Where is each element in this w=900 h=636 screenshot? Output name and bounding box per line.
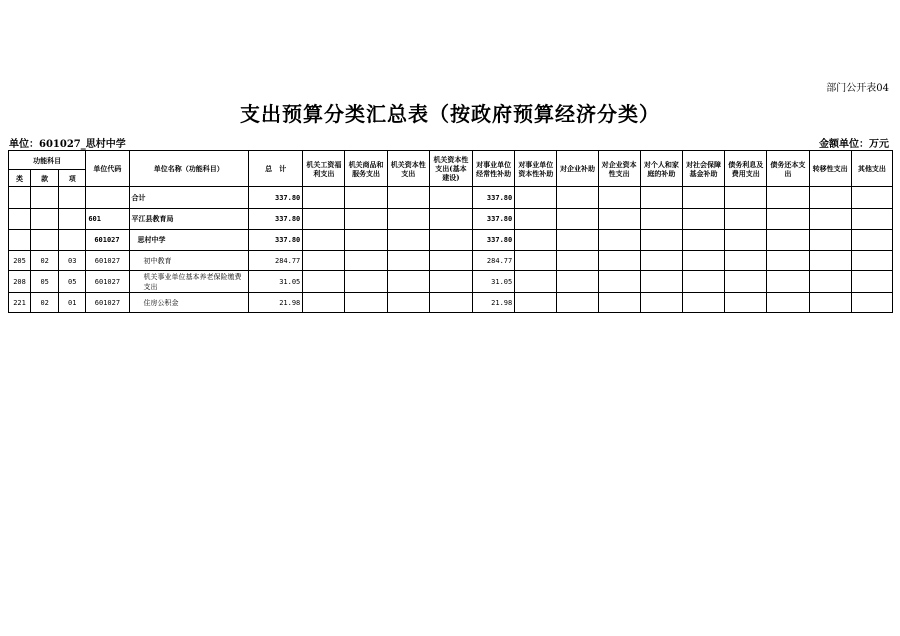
header-econ: 其他支出 bbox=[851, 151, 892, 187]
cell-econ-value: 337.80 bbox=[473, 187, 515, 209]
header-econ: 对事业单位资本性补助 bbox=[515, 151, 557, 187]
cell-econ-value bbox=[682, 271, 724, 293]
cell-econ-value bbox=[767, 187, 809, 209]
header-total: 总 计 bbox=[249, 151, 303, 187]
cell-econ-value bbox=[809, 293, 851, 313]
table-row bbox=[9, 230, 893, 251]
cell-econ-value bbox=[640, 271, 682, 293]
cell-econ-value bbox=[767, 293, 809, 313]
cell-econ-value bbox=[809, 187, 851, 209]
cell-econ-value bbox=[640, 230, 682, 251]
header-econ: 对企业资本性支出 bbox=[598, 151, 640, 187]
cell-econ-value bbox=[557, 271, 598, 293]
cell-econ-value bbox=[598, 230, 640, 251]
cell-econ-value bbox=[851, 230, 892, 251]
cell-kuan: 02 bbox=[31, 293, 59, 313]
cell-econ-value bbox=[515, 271, 557, 293]
header-econ: 对个人和家庭的补助 bbox=[640, 151, 682, 187]
cell-lei bbox=[9, 209, 31, 230]
cell-total: 21.98 bbox=[249, 293, 303, 313]
header-econ: 对企业补助 bbox=[557, 151, 598, 187]
cell-unit-code: 601027 bbox=[86, 251, 129, 271]
cell-econ-value: 21.98 bbox=[473, 293, 515, 313]
cell-econ-value bbox=[809, 209, 851, 230]
table-row bbox=[9, 293, 893, 313]
cell-econ-value bbox=[515, 230, 557, 251]
cell-unit-name: 平江县教育局 bbox=[129, 209, 249, 230]
cell-econ-value bbox=[640, 187, 682, 209]
cell-econ-value bbox=[429, 271, 472, 293]
cell-econ-value bbox=[809, 271, 851, 293]
cell-econ-value bbox=[640, 251, 682, 271]
table-row bbox=[9, 187, 893, 209]
cell-econ-value bbox=[557, 230, 598, 251]
cell-econ-value bbox=[725, 293, 767, 313]
cell-total: 337.80 bbox=[249, 230, 303, 251]
cell-econ-value bbox=[303, 293, 345, 313]
cell-econ-value bbox=[345, 209, 387, 230]
cell-econ-value bbox=[725, 209, 767, 230]
cell-econ-value bbox=[767, 251, 809, 271]
cell-econ-value bbox=[725, 271, 767, 293]
cell-econ-value bbox=[682, 293, 724, 313]
cell-econ-value bbox=[640, 209, 682, 230]
cell-econ-value bbox=[429, 209, 472, 230]
cell-kuan: 02 bbox=[31, 251, 59, 271]
cell-econ-value: 284.77 bbox=[473, 251, 515, 271]
unit-label: 单位：601027_思村中学 bbox=[9, 139, 126, 150]
header-unit-code: 单位代码 bbox=[86, 151, 129, 187]
cell-econ-value bbox=[515, 187, 557, 209]
cell-xiang: 03 bbox=[59, 251, 86, 271]
form-number: 部门公开表04 bbox=[826, 83, 889, 94]
cell-econ-value bbox=[387, 293, 429, 313]
cell-lei: 208 bbox=[9, 271, 31, 293]
cell-econ-value bbox=[345, 293, 387, 313]
cell-econ-value bbox=[767, 271, 809, 293]
cell-econ-value bbox=[345, 187, 387, 209]
cell-econ-value bbox=[429, 293, 472, 313]
cell-lei: 205 bbox=[9, 251, 31, 271]
cell-total: 337.80 bbox=[249, 187, 303, 209]
cell-econ-value bbox=[345, 271, 387, 293]
cell-econ-value: 337.80 bbox=[473, 209, 515, 230]
header-econ: 机关资本性支出 bbox=[387, 151, 429, 187]
cell-econ-value bbox=[303, 187, 345, 209]
cell-econ-value bbox=[809, 230, 851, 251]
header-func-subject: 功能科目 bbox=[9, 151, 86, 170]
cell-econ-value bbox=[515, 209, 557, 230]
cell-econ-value bbox=[429, 187, 472, 209]
cell-econ-value bbox=[345, 230, 387, 251]
cell-econ-value bbox=[303, 251, 345, 271]
cell-kuan bbox=[31, 209, 59, 230]
cell-econ-value bbox=[725, 230, 767, 251]
cell-lei bbox=[9, 230, 31, 251]
header-row-1 bbox=[9, 151, 893, 170]
cell-econ-value bbox=[429, 251, 472, 271]
cell-econ-value bbox=[682, 251, 724, 271]
cell-econ-value bbox=[387, 271, 429, 293]
cell-econ-value bbox=[387, 251, 429, 271]
cell-econ-value bbox=[303, 230, 345, 251]
cell-unit-name: 初中教育 bbox=[129, 251, 249, 271]
cell-xiang: 05 bbox=[59, 271, 86, 293]
cell-econ-value bbox=[515, 293, 557, 313]
cell-econ-value bbox=[515, 251, 557, 271]
header-unit-name: 单位名称（功能科目） bbox=[129, 151, 249, 187]
cell-econ-value bbox=[598, 293, 640, 313]
cell-econ-value bbox=[851, 271, 892, 293]
cell-econ-value bbox=[598, 251, 640, 271]
cell-econ-value bbox=[557, 209, 598, 230]
table-row bbox=[9, 271, 893, 293]
cell-unit-name: 思村中学 bbox=[129, 230, 249, 251]
cell-econ-value bbox=[809, 251, 851, 271]
cell-econ-value bbox=[725, 187, 767, 209]
cell-econ-value bbox=[387, 209, 429, 230]
header-kuan: 款 bbox=[31, 170, 59, 187]
cell-unit-code bbox=[86, 187, 129, 209]
page-title: 支出预算分类汇总表（按政府预算经济分类） bbox=[240, 102, 660, 126]
cell-total: 284.77 bbox=[249, 251, 303, 271]
cell-econ-value bbox=[682, 209, 724, 230]
cell-unit-code: 601 bbox=[86, 209, 129, 230]
cell-econ-value: 31.05 bbox=[473, 271, 515, 293]
cell-unit-name: 合计 bbox=[129, 187, 249, 209]
cell-xiang bbox=[59, 187, 86, 209]
cell-lei bbox=[9, 187, 31, 209]
header-econ: 债务利息及费用支出 bbox=[725, 151, 767, 187]
cell-unit-code: 601027 bbox=[86, 271, 129, 293]
cell-econ-value bbox=[767, 230, 809, 251]
cell-kuan bbox=[31, 230, 59, 251]
header-econ: 对社会保障基金补助 bbox=[682, 151, 724, 187]
cell-kuan bbox=[31, 187, 59, 209]
cell-econ-value bbox=[387, 187, 429, 209]
header-econ: 机关工资福利支出 bbox=[303, 151, 345, 187]
cell-unit-name: 机关事业单位基本养老保险缴费支出 bbox=[129, 271, 249, 293]
cell-econ-value bbox=[557, 187, 598, 209]
cell-unit-code: 601027 bbox=[86, 293, 129, 313]
cell-econ-value bbox=[598, 209, 640, 230]
cell-econ-value bbox=[767, 209, 809, 230]
cell-econ-value bbox=[682, 187, 724, 209]
cell-econ-value bbox=[557, 293, 598, 313]
cell-econ-value bbox=[682, 230, 724, 251]
header-lei: 类 bbox=[9, 170, 31, 187]
cell-econ-value bbox=[303, 271, 345, 293]
cell-xiang bbox=[59, 230, 86, 251]
cell-econ-value bbox=[725, 251, 767, 271]
cell-lei: 221 bbox=[9, 293, 31, 313]
cell-econ-value bbox=[851, 293, 892, 313]
cell-econ-value: 337.80 bbox=[473, 230, 515, 251]
cell-econ-value bbox=[598, 187, 640, 209]
money-unit-label: 金额单位：万元 bbox=[819, 139, 889, 150]
table-row bbox=[9, 209, 893, 230]
cell-econ-value bbox=[851, 187, 892, 209]
cell-unit-name: 住房公积金 bbox=[129, 293, 249, 313]
cell-kuan: 05 bbox=[31, 271, 59, 293]
expenditure-table bbox=[8, 150, 893, 313]
cell-econ-value bbox=[345, 251, 387, 271]
cell-econ-value bbox=[387, 230, 429, 251]
header-econ: 债务还本支出 bbox=[767, 151, 809, 187]
cell-econ-value bbox=[557, 251, 598, 271]
cell-xiang bbox=[59, 209, 86, 230]
table-row bbox=[9, 251, 893, 271]
cell-econ-value bbox=[303, 209, 345, 230]
cell-econ-value bbox=[851, 251, 892, 271]
header-econ: 转移性支出 bbox=[809, 151, 851, 187]
cell-total: 31.05 bbox=[249, 271, 303, 293]
cell-econ-value bbox=[851, 209, 892, 230]
cell-total: 337.80 bbox=[249, 209, 303, 230]
header-econ: 对事业单位经常性补助 bbox=[473, 151, 515, 187]
header-xiang: 项 bbox=[59, 170, 86, 187]
cell-econ-value bbox=[598, 271, 640, 293]
cell-unit-code: 601027 bbox=[86, 230, 129, 251]
header-econ: 机关商品和服务支出 bbox=[345, 151, 387, 187]
cell-xiang: 01 bbox=[59, 293, 86, 313]
cell-econ-value bbox=[429, 230, 472, 251]
cell-econ-value bbox=[640, 293, 682, 313]
header-econ: 机关资本性支出(基本建设) bbox=[429, 151, 472, 187]
